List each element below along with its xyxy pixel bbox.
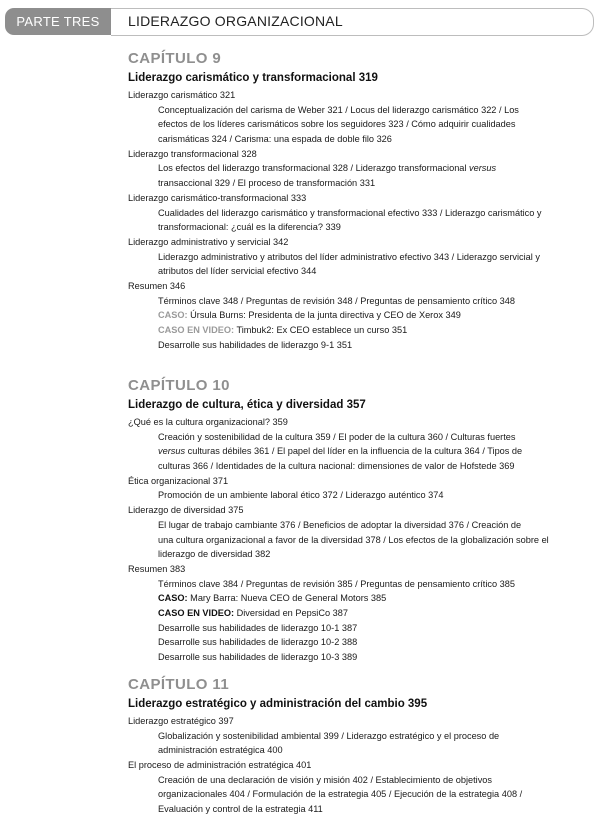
toc-entry <box>128 503 598 518</box>
toc-text: Conceptualización del carisma de Weber 321 / Locus del liderazgo carismático 322 / Los <box>158 104 519 115</box>
toc-text: Creación y sostenibilidad de la cultura 359 / El poder de la cultura 360 / Culturas fuertes <box>158 431 516 442</box>
chapter-10 <box>128 375 598 665</box>
toc-text: Mary Barra: Nueva CEO de General Motors 385 <box>187 593 387 604</box>
toc-entry <box>128 474 598 489</box>
chapter-title: Liderazgo de cultura, ética y diversidad 357 <box>128 399 366 411</box>
italic-text: versus <box>469 163 497 174</box>
chapter-heading: CAPÍTULO 11 <box>128 676 230 693</box>
toc-entry <box>128 758 598 773</box>
toc-text: Términos clave 384 / Preguntas de revisión 385 / Preguntas de pensamiento crítico 385 <box>158 578 515 589</box>
chapter-heading: CAPÍTULO 10 <box>128 377 230 394</box>
toc-text: Desarrolle sus habilidades de liderazgo 9-1 351 <box>158 339 353 350</box>
toc-subentry-line <box>128 176 598 191</box>
toc-subentry-line <box>128 591 598 606</box>
case-label: CASO: <box>158 310 188 321</box>
chapter-title: Liderazgo carismático y transformacional 319 <box>128 72 378 84</box>
toc-entry <box>128 562 598 577</box>
toc-text: Globalización y sostenibilidad ambiental 399 / Liderazgo estratégico y el proceso de <box>158 730 500 741</box>
toc-subentry-line <box>128 161 598 176</box>
toc-subentry-line <box>128 323 598 338</box>
toc-subentry-line <box>128 743 598 758</box>
chapter-heading: CAPÍTULO 9 <box>128 50 222 67</box>
toc-text: transformacional: ¿cuál es la diferencia? 339 <box>158 222 341 233</box>
toc-subentry-line <box>128 444 598 459</box>
toc-subentry-line <box>128 533 598 548</box>
toc-text: Liderazgo de diversidad 375 <box>128 505 244 516</box>
toc-text: culturas 366 / Identidades de la cultura nacional: dimensiones de valor de Hofstede 369 <box>158 461 515 472</box>
toc-text: administración estratégica 400 <box>158 745 283 756</box>
toc-entry <box>128 714 598 729</box>
case-label: CASO EN VIDEO: <box>158 607 235 618</box>
toc-subentry-line <box>128 606 598 621</box>
toc-text: Liderazgo transformacional 328 <box>128 148 257 159</box>
toc-subentry-line <box>128 802 598 817</box>
part-label: PARTE TRES <box>5 8 111 35</box>
toc-entry <box>128 279 598 294</box>
toc-text: Liderazgo administrativo y servicial 342 <box>128 236 289 247</box>
italic-text: versus <box>158 446 186 457</box>
toc-subentry-line <box>128 220 598 235</box>
toc-subentry-line <box>128 773 598 788</box>
toc-entry <box>128 88 598 103</box>
toc-entry <box>128 235 598 250</box>
toc-subentry-line <box>128 459 598 474</box>
toc-text: efectos de los líderes carismáticos sobre los seguidores 323 / Cómo adquirir cualidades <box>158 119 516 130</box>
toc-subentry-line <box>128 103 598 118</box>
chapter-11 <box>128 674 598 817</box>
toc-text: Términos clave 348 / Preguntas de revisión 348 / Preguntas de pensamiento crítico 348 <box>158 295 515 306</box>
toc-text: atributos del líder servicial efectivo 344 <box>158 266 317 277</box>
toc-subentry-line <box>128 787 598 802</box>
toc-subentry-line <box>128 635 598 650</box>
toc-text: Liderazgo administrativo y atributos del líder administrativo efectivo 343 / Liderazgo servicial y <box>158 251 540 262</box>
toc-text: Cualidades del liderazgo carismático y transformacional efectivo 333 / Liderazgo carismático y <box>158 207 542 218</box>
toc-text: Diversidad en PepsiCo 387 <box>234 607 348 618</box>
toc-subentry-line <box>128 650 598 665</box>
chapter-9 <box>128 48 598 352</box>
toc-text: Liderazgo estratégico 397 <box>128 716 234 726</box>
toc-entry <box>128 191 598 206</box>
toc-text: Desarrolle sus habilidades de liderazgo 10-3 389 <box>158 652 358 662</box>
toc-subentry-line <box>128 250 598 265</box>
toc-subentry-line <box>128 132 598 147</box>
toc-subentry-line <box>128 547 598 562</box>
case-label: CASO EN VIDEO: <box>158 325 235 335</box>
toc-text: Liderazgo carismático-transformacional 333 <box>128 192 307 203</box>
toc-text: Desarrolle sus habilidades de liderazgo 10-1 387 <box>158 622 358 633</box>
part-title: LIDERAZGO ORGANIZACIONAL <box>128 13 343 29</box>
toc-text: Ética organizacional 371 <box>128 475 229 486</box>
toc-text: carismáticas 324 / Carisma: una espada de doble filo 326 <box>158 134 392 145</box>
case-label: CASO: <box>158 593 188 604</box>
toc-subentry-line <box>128 294 598 309</box>
toc-text: Timbuk2: Ex CEO establece un curso 351 <box>234 325 408 335</box>
toc-text: Resumen 346 <box>128 280 186 291</box>
chapter-title: Liderazgo estratégico y administración del cambio 395 <box>128 698 428 710</box>
toc-text: una cultura organizacional a favor de la diversidad 378 / Los efectos de la globalización sobre el <box>158 534 549 545</box>
toc-subentry-line <box>128 518 598 533</box>
toc-entry <box>128 147 598 162</box>
toc-subentry-line <box>128 488 598 503</box>
toc-text: El lugar de trabajo cambiante 376 / Beneficios de adoptar la diversidad 376 / Creación de <box>158 519 522 530</box>
toc-subentry-line <box>128 577 598 592</box>
toc-subentry-line <box>128 729 598 744</box>
toc-entry <box>128 415 598 430</box>
toc-text: Resumen 383 <box>128 563 186 574</box>
toc-text: El proceso de administración estratégica 401 <box>128 760 312 771</box>
toc-subentry-line <box>128 338 598 353</box>
toc-text: transaccional 329 / El proceso de transformación 331 <box>158 178 376 189</box>
toc-text: liderazgo de diversidad 382 <box>158 549 271 560</box>
toc-subentry-line <box>128 430 598 445</box>
toc-text: Liderazgo carismático 321 <box>128 90 236 100</box>
toc-text: organizacionales 404 / Formulación de la estrategia 405 / Ejecución de la estrategia 408 / <box>158 789 523 800</box>
toc-text: culturas débiles 361 / El papel del líder en la influencia de la cultura 364 / Tipos de <box>185 446 523 457</box>
toc-text: Creación de una declaración de visión y misión 402 / Establecimiento de objetivos <box>158 774 493 785</box>
toc-text: Desarrolle sus habilidades de liderazgo 10-2 388 <box>158 637 358 648</box>
toc-subentry-line <box>128 308 598 323</box>
toc-text: Úrsula Burns: Presidenta de la junta directiva y CEO de Xerox 349 <box>187 310 461 321</box>
toc-subentry-line <box>128 206 598 221</box>
toc-subentry-line <box>128 264 598 279</box>
toc-text: Evaluación y control de la estrategia 411 <box>158 804 323 815</box>
toc-text: Promoción de un ambiente laboral ético 372 / Liderazgo auténtico 374 <box>158 490 444 501</box>
toc-text: Los efectos del liderazgo transformacional 328 / Liderazgo transformacional <box>158 163 470 174</box>
toc-subentry-line <box>128 621 598 636</box>
toc-text: ¿Qué es la cultura organizacional? 359 <box>128 417 288 427</box>
toc-subentry-line <box>128 117 598 132</box>
